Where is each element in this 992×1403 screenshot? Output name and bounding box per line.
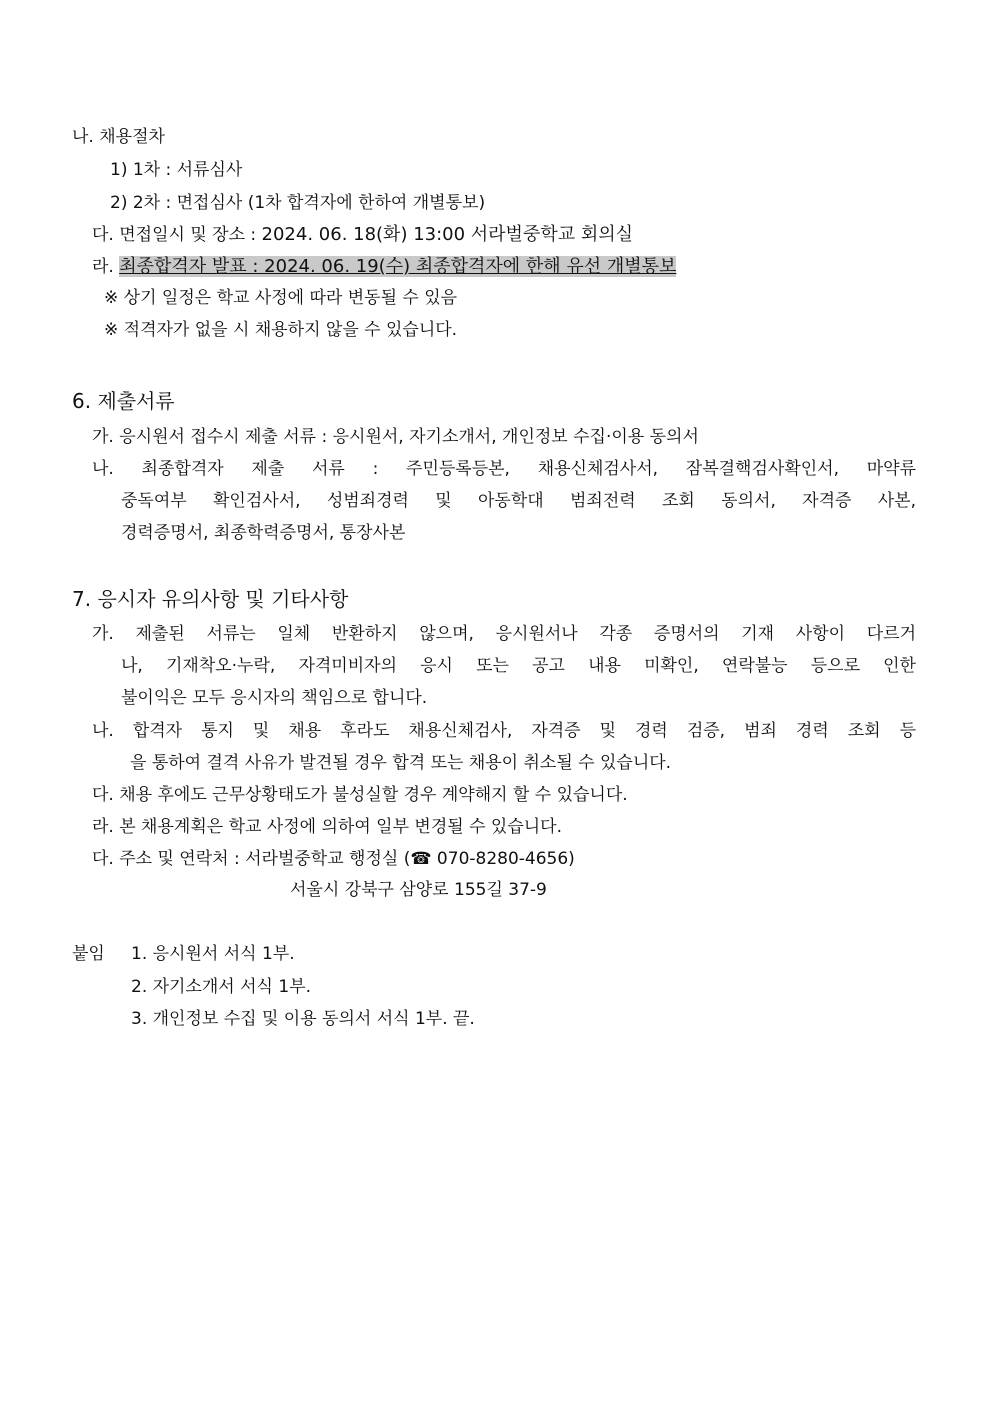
announcement-detail-highlighted: 최종합격자 발표 : 2024. 06. 19(수) 최종합격자에 한해 유선 개별통보 (119, 256, 677, 277)
contact-address: 서울시 강북구 삼양로 155길 37-9 (290, 880, 547, 900)
interview-label: 다. 면접일시 및 장소 : (92, 225, 262, 245)
section-6-item-b-line: 경력증명서, 최종학력증명서, 통장사본 (121, 523, 406, 543)
section-7-item-b-line: 나. 합격자 통지 및 채용 후라도 채용신체검사, 자격증 및 경력 검증, 범죄 경력 조회 등 (92, 721, 916, 741)
section-7-item-c: 다. 채용 후에도 근무상황태도가 불성실할 경우 계약해지 할 수 있습니다. (92, 785, 628, 805)
section-7-item-a-line: 가. 제출된 서류는 일체 반환하지 않으며, 응시원서나 각종 증명서의 기재 사항이 다르거 (92, 624, 916, 644)
attachment-item: 3. 개인정보 수집 및 이용 동의서 서식 1부. 끝. (131, 1009, 475, 1029)
final-announcement (92, 256, 676, 278)
attachment-item: 2. 자기소개서 서식 1부. (131, 977, 312, 997)
procedure-step-1: 1) 1차 : 서류심사 (110, 160, 243, 180)
section-6-heading: 6. 제출서류 (72, 389, 175, 413)
section-6-item-a: 가. 응시원서 접수시 제출 서류 : 응시원서, 자기소개서, 개인정보 수집·이용 동의서 (92, 427, 699, 447)
section-7-item-a-line: 나, 기재착오·누락, 자격미비자의 응시 또는 공고 내용 미확인, 연락불능 등으로 인한 (121, 656, 916, 676)
contact-phone: 070-8280-4656) (431, 849, 575, 869)
section-6-item-b-line: 나. 최종합격자 제출 서류 : 주민등록등본, 채용신체검사서, 잠복결핵검사확인서, 마약류 (92, 459, 916, 479)
section-6-item-b-line: 중독여부 확인검사서, 성범죄경력 및 아동학대 범죄전력 조회 동의서, 자격증 사본, (121, 491, 916, 511)
attachment-item: 1. 응시원서 서식 1부. (131, 944, 295, 964)
section-7-heading: 7. 응시자 유의사항 및 기타사항 (72, 587, 349, 611)
section-7-item-a-line: 불이익은 모두 응시자의 책임으로 합니다. (121, 688, 428, 708)
announcement-label: 라. (92, 257, 120, 277)
contact-label: 다. 주소 및 연락처 : 서라벌중학교 행정실 ( (92, 849, 411, 869)
interview-schedule (92, 224, 633, 246)
attachments-label: 붙임 (72, 944, 105, 964)
phone-icon: ☎ (410, 849, 432, 869)
contact-info (92, 848, 575, 870)
section-7-item-d: 라. 본 채용계획은 학교 사정에 의하여 일부 변경될 수 있습니다. (92, 817, 562, 837)
procedure-heading: 나. 채용절차 (72, 127, 165, 147)
section-7-item-b-line: 을 통하여 결격 사유가 발견될 경우 합격 또는 채용이 취소될 수 있습니다. (130, 753, 672, 773)
note-no-hire: ※ 적격자가 없을 시 채용하지 않을 수 있습니다. (104, 320, 458, 340)
interview-detail: 2024. 06. 18(화) 13:00 서라벌중학교 회의실 (261, 224, 633, 245)
procedure-step-2: 2) 2차 : 면접심사 (1차 합격자에 한하여 개별통보) (110, 193, 486, 213)
note-schedule-change: ※ 상기 일정은 학교 사정에 따라 변동될 수 있음 (104, 288, 458, 308)
